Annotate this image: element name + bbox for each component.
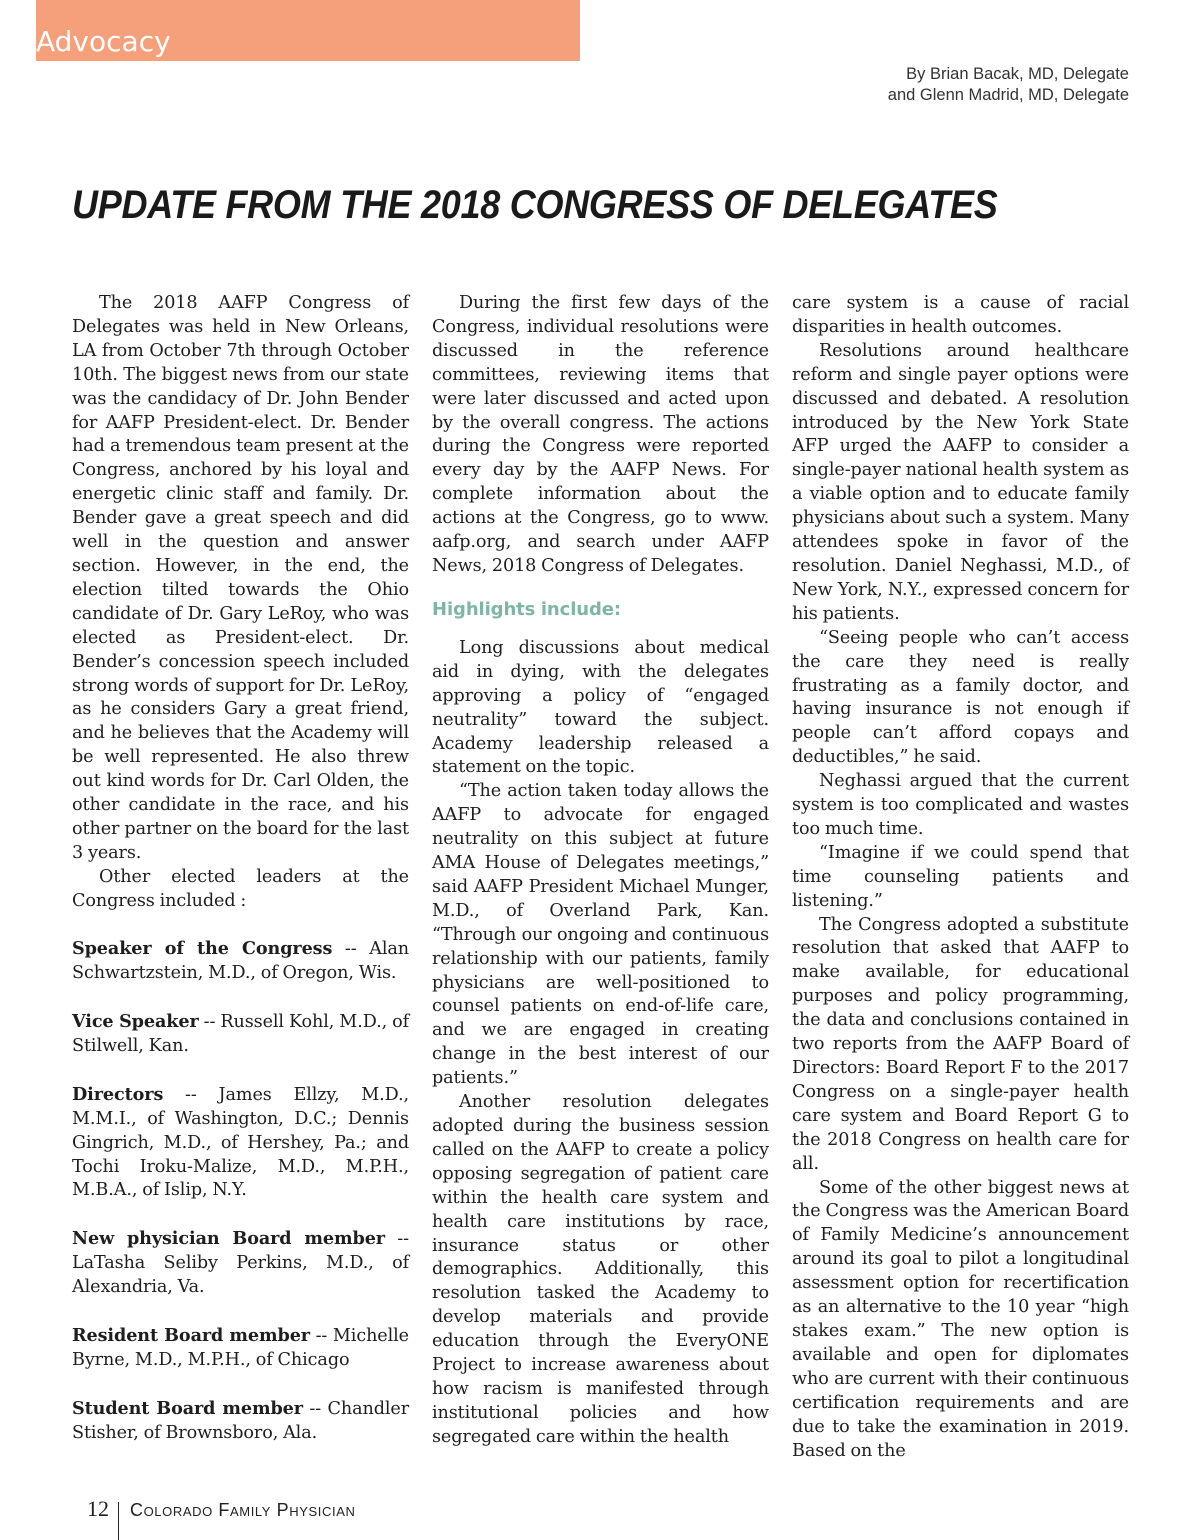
paragraph: “The action taken today allows the AAFP to advocate for engaged neutrality on this subject at future AMA House of Delegates meetings,” said AAFP President Michael Munger, M.D., of Overland Park, Kan. “Through our ongoing and continuous relationship with our patients, family physicians are well-positioned to counsel patients on end-of-life care, and we are engaged in creating change in the best interest of our patients.” bbox=[432, 781, 769, 1089]
leader-detail: -- LaTasha Seliby Perkins, M.D., of Alexandria, Va. bbox=[72, 1229, 409, 1298]
column-3 bbox=[792, 292, 1129, 1463]
section-tab-label: Advocacy bbox=[36, 25, 171, 58]
column-2 bbox=[432, 292, 769, 1450]
paragraph: care system is a cause of racial disparities in health outcomes. bbox=[792, 293, 1129, 337]
highlights-heading: Highlights include: bbox=[432, 598, 621, 620]
leader-detail: -- Michelle Byrne, M.D., M.P.H., of Chicago bbox=[72, 1325, 409, 1370]
leader-entry bbox=[72, 1010, 409, 1059]
article-title: UPDATE FROM THE 2018 CONGRESS OF DELEGATES bbox=[72, 183, 998, 227]
byline bbox=[888, 64, 1129, 106]
leader-role: Directors bbox=[72, 1083, 164, 1105]
leader-detail: -- Chandler Stisher, of Brownsboro, Ala. bbox=[72, 1398, 410, 1443]
paragraph: The Congress adopted a substitute resolution that asked that AAFP to make available, for educational purposes and policy programming, the data and conclusions contained in two reports from the AAFP Board of Directors: Board Report F to the 2017 Congress on a single-payer health care system and Board Report G to the 2018 Congress on health care for all. bbox=[792, 914, 1129, 1174]
leader-role: Vice Speaker bbox=[72, 1011, 199, 1033]
leader-entry bbox=[72, 1227, 409, 1300]
footer-divider bbox=[118, 1502, 119, 1540]
byline-line-1: By Brian Bacak, MD, Delegate bbox=[906, 65, 1129, 83]
paragraph: “Seeing people who can’t access the care they need is really frustrating as a family doctor, and having insurance is not enough if people can’t afford copays and deductibles,” he said. bbox=[792, 627, 1129, 768]
paragraph: “Imagine if we could spend that time counseling patients and listening.” bbox=[792, 842, 1129, 911]
leader-entry bbox=[72, 1324, 409, 1373]
paragraph: Resolutions around healthcare reform and single payer options were discussed and debated. A resolution introduced by the New York State AFP urged the AAFP to consider a single-payer national health system as a viable option and to educate family physicians about such a system. Many attendees spoke in favor of the resolution. Daniel Neghassi, M.D., of New York, N.Y., expressed concern for his patients. bbox=[792, 340, 1129, 624]
paragraph: During the first few days of the Congress, individual resolutions were discussed in the reference committees, reviewing items that were later discussed and acted upon by the overall congress. The actions during the Congress were reported every day by the AAFP News. For complete information about the actions at the Congress, go to www. aafp.org, and search under AAFP News, 2018 Congress of Delegates. bbox=[432, 293, 769, 576]
leader-entry bbox=[72, 1083, 409, 1204]
leader-role: Student Board member bbox=[72, 1397, 303, 1419]
paragraph: Some of the other biggest news at the Congress was the American Board of Family Medicine’s announcement around its goal to pilot a longitudinal assessment option for recertification as an alternative to the 10 year “high stakes exam.” The new option is available and open for diplomates who are current with their continuous certification requirements and are due to take the examination in 2019. Based on the bbox=[792, 1177, 1129, 1461]
leader-detail: -- Alan Schwartzstein, M.D., of Oregon, Wis. bbox=[72, 939, 409, 984]
paragraph: Other elected leaders at the Congress included : bbox=[72, 866, 409, 911]
paragraph: Another resolution delegates adopted during the business session called on the AAFP to create a policy opposing segregation of patient care within the health care system and health care institutions by race, insurance status or other demographics. Additionally, this resolution tasked the Academy to develop materials and provide education through the EveryONE Project to increase awareness about how racism is manifested through institutional policies and how segregated care within the health bbox=[432, 1092, 769, 1447]
page-number: 12 bbox=[87, 1496, 109, 1521]
leader-detail: -- Russell Kohl, M.D., of Stilwell, Kan. bbox=[72, 1012, 409, 1057]
leader-detail: -- James Ellzy, M.D., M.M.I., of Washington, D.C.; Dennis Gingrich, M.D., of Hershey, Pa.; and Tochi Iroku-Malize, M.D., M.P.H., M.B.A., of Islip, N.Y. bbox=[72, 1084, 409, 1201]
paragraph: The 2018 AAFP Congress of Delegates was held in New Orleans, LA from October 7th through October 10th. The biggest news from our state was the candidacy of Dr. John Bender for AAFP President-elect. Dr. Bender had a tremendous team present at the Congress, anchored by his loyal and energetic clinic staff and family. Dr. Bender gave a great speech and did well in the question and answer section. However, in the end, the election tilted towards the Ohio candidate of Dr. Gary LeRoy, who was elected as President-elect. Dr. Bender’s concession speech included strong words of support for Dr. LeRoy, as he considers Gary a great friend, and he believes that the Academy will be well represented. He also threw out kind words for Dr. Carl Olden, the other candidate in the race, and his other partner on the board for the last 3 years. bbox=[72, 293, 409, 863]
leader-role: Speaker of the Congress bbox=[72, 938, 333, 960]
leader-role: New physician Board member bbox=[72, 1228, 385, 1250]
section-tab bbox=[36, 0, 580, 61]
byline-line-2: and Glenn Madrid, MD, Delegate bbox=[887, 86, 1129, 104]
leader-entry bbox=[72, 1397, 409, 1446]
paragraph: Neghassi argued that the current system is too complicated and wastes too much time. bbox=[792, 771, 1129, 839]
publication-name: Colorado Family Physician bbox=[130, 1500, 356, 1520]
leader-entry bbox=[72, 937, 409, 986]
column-1 bbox=[72, 292, 409, 1445]
paragraph: Long discussions about medical aid in dying, with the delegates approving a policy of “engaged neutrality” toward the subject. Academy leadership released a statement on the topic. bbox=[432, 637, 769, 778]
leader-role: Resident Board member bbox=[72, 1324, 310, 1346]
